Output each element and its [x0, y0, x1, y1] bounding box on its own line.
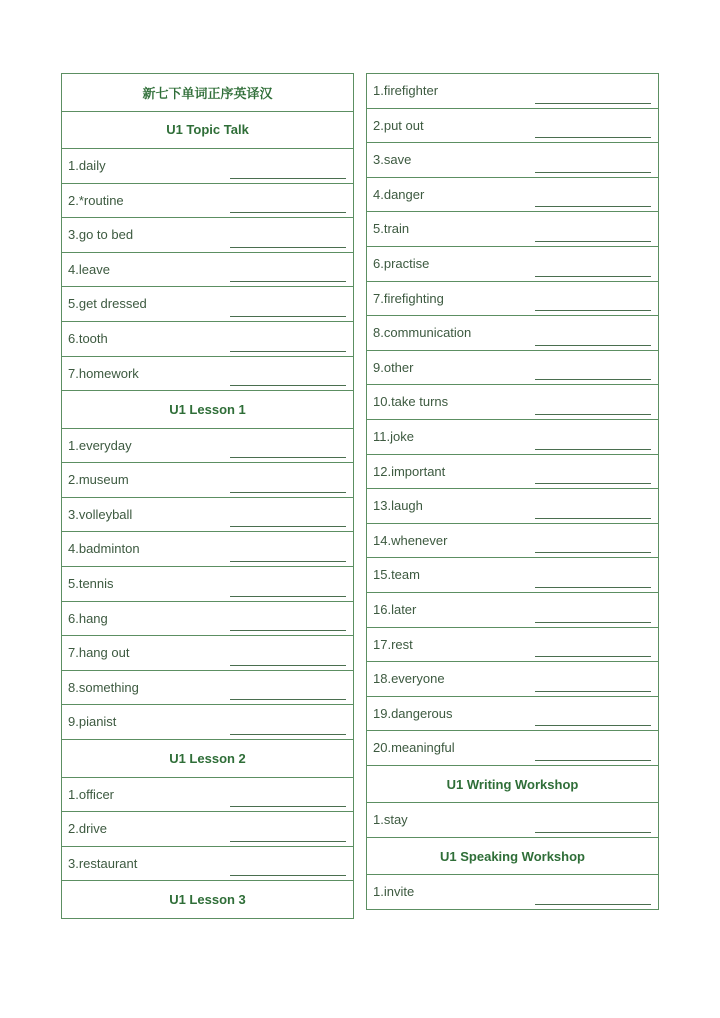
answer-blank[interactable] [230, 385, 346, 386]
vocab-row [62, 357, 353, 392]
answer-blank[interactable] [230, 316, 346, 317]
answer-blank[interactable] [535, 587, 651, 588]
vocab-word: 19.dangerous [373, 705, 453, 721]
vocab-word: 20.meaningful [373, 740, 455, 756]
vocab-row [367, 385, 658, 420]
vocab-row [62, 218, 353, 253]
vocab-row [367, 524, 658, 559]
answer-blank[interactable] [535, 622, 651, 623]
vocab-word: 7.firefighting [373, 290, 444, 306]
vocab-word: 3.restaurant [68, 855, 138, 871]
answer-blank[interactable] [230, 212, 346, 213]
answer-blank[interactable] [535, 241, 651, 242]
vocab-word: 18.everyone [373, 671, 445, 687]
vocab-row [367, 109, 658, 144]
vocab-word: 6.tooth [68, 330, 108, 346]
vocab-word: 5.tennis [68, 576, 114, 592]
answer-blank[interactable] [230, 526, 346, 527]
vocab-row [367, 420, 658, 455]
vocab-word: 9.pianist [68, 714, 117, 730]
vocab-row [62, 184, 353, 219]
vocab-word: 7.hang out [68, 645, 130, 661]
vocab-row [367, 212, 658, 247]
answer-blank[interactable] [535, 310, 651, 311]
vocab-word: 3.go to bed [68, 227, 134, 243]
vocab-row [367, 489, 658, 524]
vocab-row [367, 731, 658, 766]
answer-blank[interactable] [535, 172, 651, 173]
vocab-word: 1.officer [68, 786, 115, 802]
answer-blank[interactable] [535, 691, 651, 692]
vocab-row [367, 455, 658, 490]
vocab-word: 4.danger [373, 186, 425, 202]
vocab-row [367, 593, 658, 628]
answer-blank[interactable] [230, 247, 346, 248]
answer-blank[interactable] [535, 345, 651, 346]
vocab-row [62, 671, 353, 706]
vocab-word: 2.museum [68, 472, 129, 488]
vocab-word: 1.daily [68, 158, 106, 173]
right-vocab-column [366, 73, 659, 910]
vocab-word: 5.get dressed [68, 296, 147, 312]
answer-blank[interactable] [230, 492, 346, 493]
answer-blank[interactable] [535, 725, 651, 726]
answer-blank[interactable] [230, 699, 346, 700]
answer-blank[interactable] [230, 630, 346, 631]
vocab-word: 9.other [373, 359, 414, 375]
answer-blank[interactable] [230, 841, 346, 842]
vocab-row [62, 567, 353, 602]
section-heading: U1 Writing Workshop [367, 766, 658, 804]
answer-blank[interactable] [230, 351, 346, 352]
answer-blank[interactable] [535, 379, 651, 380]
vocab-row [367, 803, 658, 838]
vocab-row [367, 143, 658, 178]
section-heading: U1 Speaking Workshop [367, 838, 658, 876]
vocab-word: 4.badminton [68, 541, 140, 557]
vocab-word: 1.everyday [68, 437, 132, 453]
answer-blank[interactable] [535, 414, 651, 415]
vocab-row [367, 247, 658, 282]
vocab-row [62, 253, 353, 288]
vocab-row [62, 287, 353, 322]
answer-blank[interactable] [535, 656, 651, 657]
vocab-row [62, 812, 353, 847]
vocab-word: 17.rest [373, 636, 413, 652]
section-heading: U1 Lesson 3 [62, 881, 353, 919]
vocab-row [62, 463, 353, 498]
vocab-word: 1.stay [373, 812, 408, 828]
answer-blank[interactable] [535, 449, 651, 450]
section-heading: U1 Lesson 2 [62, 740, 353, 778]
answer-blank[interactable] [230, 457, 346, 458]
answer-blank[interactable] [535, 518, 651, 519]
vocab-word: 6.hang [68, 610, 108, 626]
vocab-row [367, 662, 658, 697]
vocab-row [62, 498, 353, 533]
vocab-row [367, 316, 658, 351]
vocab-word: 8.something [68, 679, 139, 695]
vocab-word: 3.volleyball [68, 506, 133, 522]
answer-blank[interactable] [535, 137, 651, 138]
vocab-word: 8.communication [373, 325, 472, 341]
vocab-word: 3.save [373, 152, 412, 168]
section-heading: U1 Lesson 1 [62, 391, 353, 429]
vocab-row [62, 847, 353, 882]
answer-blank[interactable] [230, 875, 346, 876]
answer-blank[interactable] [535, 103, 651, 104]
vocab-word: 1.firefighter [373, 83, 439, 98]
answer-blank[interactable] [535, 904, 651, 905]
vocab-word: 16.later [373, 601, 417, 617]
vocab-word: 2.*routine [68, 192, 124, 208]
vocab-row [62, 429, 353, 464]
vocab-word: 2.put out [373, 117, 424, 133]
vocab-word: 1.invite [373, 884, 415, 900]
vocab-row [62, 532, 353, 567]
answer-blank[interactable] [230, 178, 346, 179]
vocab-row [367, 558, 658, 593]
answer-blank[interactable] [230, 806, 346, 807]
vocab-row [367, 628, 658, 663]
vocab-word: 4.leave [68, 261, 110, 277]
vocab-row [367, 697, 658, 732]
vocab-word: 12.important [373, 463, 446, 479]
answer-blank[interactable] [535, 206, 651, 207]
vocab-row [62, 602, 353, 637]
answer-blank[interactable] [230, 665, 346, 666]
answer-blank[interactable] [535, 760, 651, 761]
vocab-row [62, 705, 353, 740]
answer-blank[interactable] [230, 561, 346, 562]
section-heading: U1 Topic Talk [62, 112, 353, 150]
vocab-row [62, 778, 353, 813]
vocab-word: 13.laugh [373, 498, 423, 514]
vocab-word: 7.homework [68, 365, 139, 381]
answer-blank[interactable] [535, 276, 651, 277]
vocab-row [367, 282, 658, 317]
vocab-word: 2.drive [68, 821, 108, 837]
vocab-row [62, 322, 353, 357]
vocab-row [367, 178, 658, 213]
vocab-word: 5.train [373, 221, 410, 237]
answer-blank[interactable] [230, 281, 346, 282]
answer-blank[interactable] [535, 552, 651, 553]
answer-blank[interactable] [230, 596, 346, 597]
vocab-word: 15.team [373, 567, 420, 583]
vocab-row [62, 149, 353, 184]
answer-blank[interactable] [535, 832, 651, 833]
answer-blank[interactable] [535, 483, 651, 484]
vocab-row [367, 351, 658, 386]
vocab-row [367, 74, 658, 109]
vocab-word: 11.joke [373, 428, 414, 444]
vocab-row [62, 636, 353, 671]
vocab-word: 6.practise [373, 255, 430, 271]
answer-blank[interactable] [230, 734, 346, 735]
vocab-word: 14.whenever [373, 532, 448, 548]
left-vocab-column [61, 73, 354, 919]
page-title: 新七下单词正序英译汉 [62, 74, 353, 112]
vocab-word: 10.take turns [373, 394, 449, 410]
vocab-row [367, 875, 658, 910]
